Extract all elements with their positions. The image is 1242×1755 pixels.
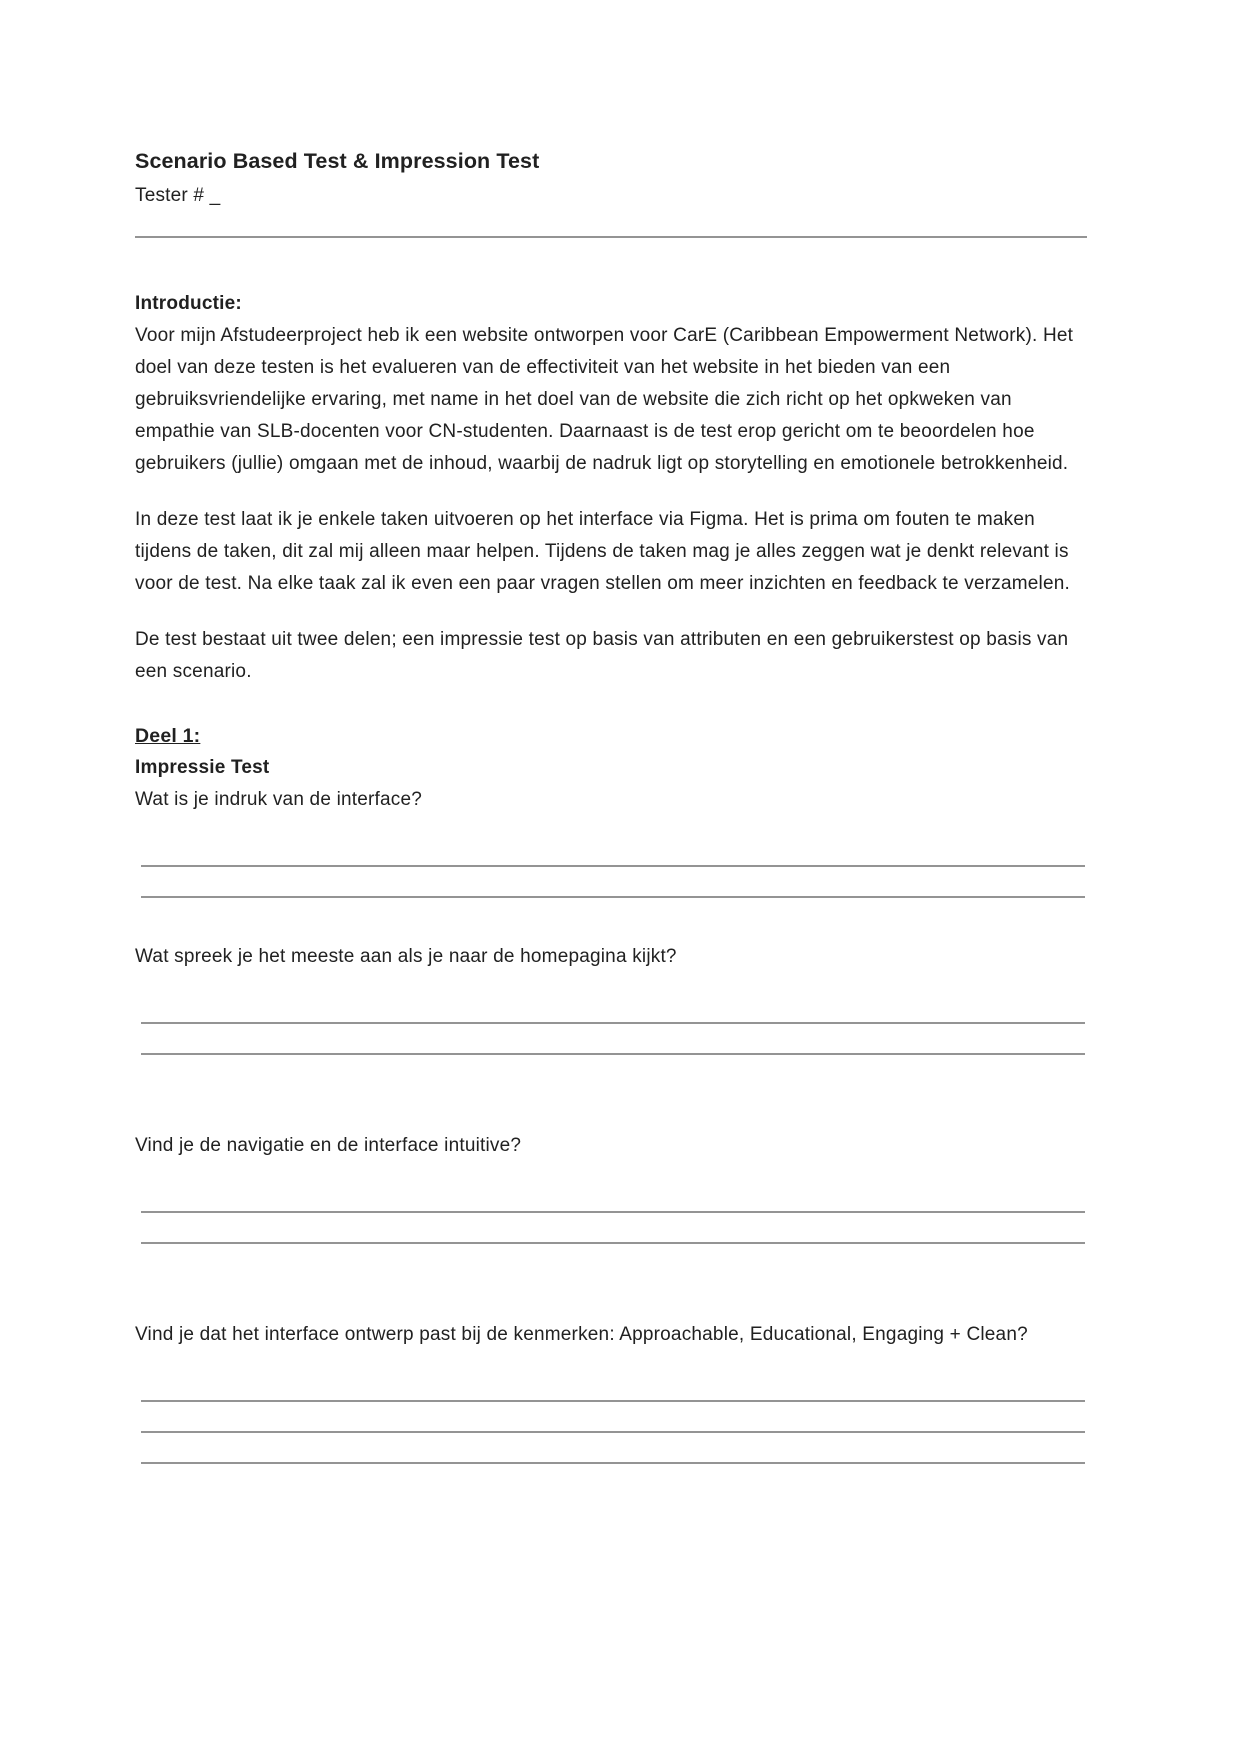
intro-heading: Introductie:: [135, 293, 242, 314]
questions-section: [135, 784, 1087, 1464]
answer-area: [135, 1371, 1087, 1464]
answer-area: [135, 1182, 1087, 1244]
answer-line[interactable]: [141, 1371, 1085, 1402]
tester-number-label: Tester # _: [135, 185, 221, 206]
question-block: [135, 1130, 1087, 1244]
answer-area: [135, 836, 1087, 898]
answer-area: [135, 993, 1087, 1055]
document-title: Scenario Based Test & Impression Test: [135, 149, 540, 173]
intro-paragraph-3: De test bestaat uit twee delen; een impressie test op basis van attributen en een gebruikerstest op basis van een scenario.: [135, 629, 1069, 682]
header-divider: [135, 236, 1087, 238]
answer-line[interactable]: [141, 1402, 1085, 1433]
question-text: Vind je de navigatie en de interface intuitive?: [135, 1135, 522, 1156]
answer-line[interactable]: [141, 1433, 1085, 1464]
answer-line[interactable]: [141, 1182, 1085, 1213]
question-block: [135, 1319, 1087, 1464]
answer-line[interactable]: [141, 1024, 1085, 1055]
intro-paragraph-2: In deze test laat ik je enkele taken uitvoeren op het interface via Figma. Het is prima om fouten te maken tijdens de taken, dit zal mij alleen maar helpen. Tijdens de taken mag je alles zeggen wat je denkt relevant is voor de test. Na elke taak zal ik even een paar vragen stellen om meer inzichten en feedback te verzamelen.: [135, 509, 1070, 594]
answer-line[interactable]: [141, 867, 1085, 898]
question-text: Wat is je indruk van de interface?: [135, 789, 423, 810]
answer-line[interactable]: [141, 993, 1085, 1024]
impressie-test-heading: Impressie Test: [135, 757, 270, 778]
question-block: [135, 941, 1087, 1055]
question-text: Wat spreek je het meeste aan als je naar de homepagina kijkt?: [135, 946, 677, 967]
intro-paragraph-1: Voor mijn Afstudeerproject heb ik een website ontworpen voor CarE (Caribbean Empowerment Network). Het doel van deze testen is het evalueren van de effectiviteit van het website in het bieden van een gebruiksvriendelijke ervaring, met name in het doel van de website die zich richt op het opkweken van empathie van SLB-docenten voor CN-studenten. Daarnaast is de test erop gericht om te beoordelen hoe gebruikers (jullie) omgaan met de inhoud, waarbij de nadruk ligt op storytelling en emotionele betrokkenheid.: [135, 325, 1074, 474]
answer-line[interactable]: [141, 1213, 1085, 1244]
question-text: Vind je dat het interface ontwerp past bij de kenmerken: Approachable, Educational, Engaging + Clean?: [135, 1324, 1028, 1345]
deel1-heading: Deel 1:: [135, 725, 201, 747]
answer-line[interactable]: [141, 836, 1085, 867]
question-block: [135, 784, 1087, 898]
